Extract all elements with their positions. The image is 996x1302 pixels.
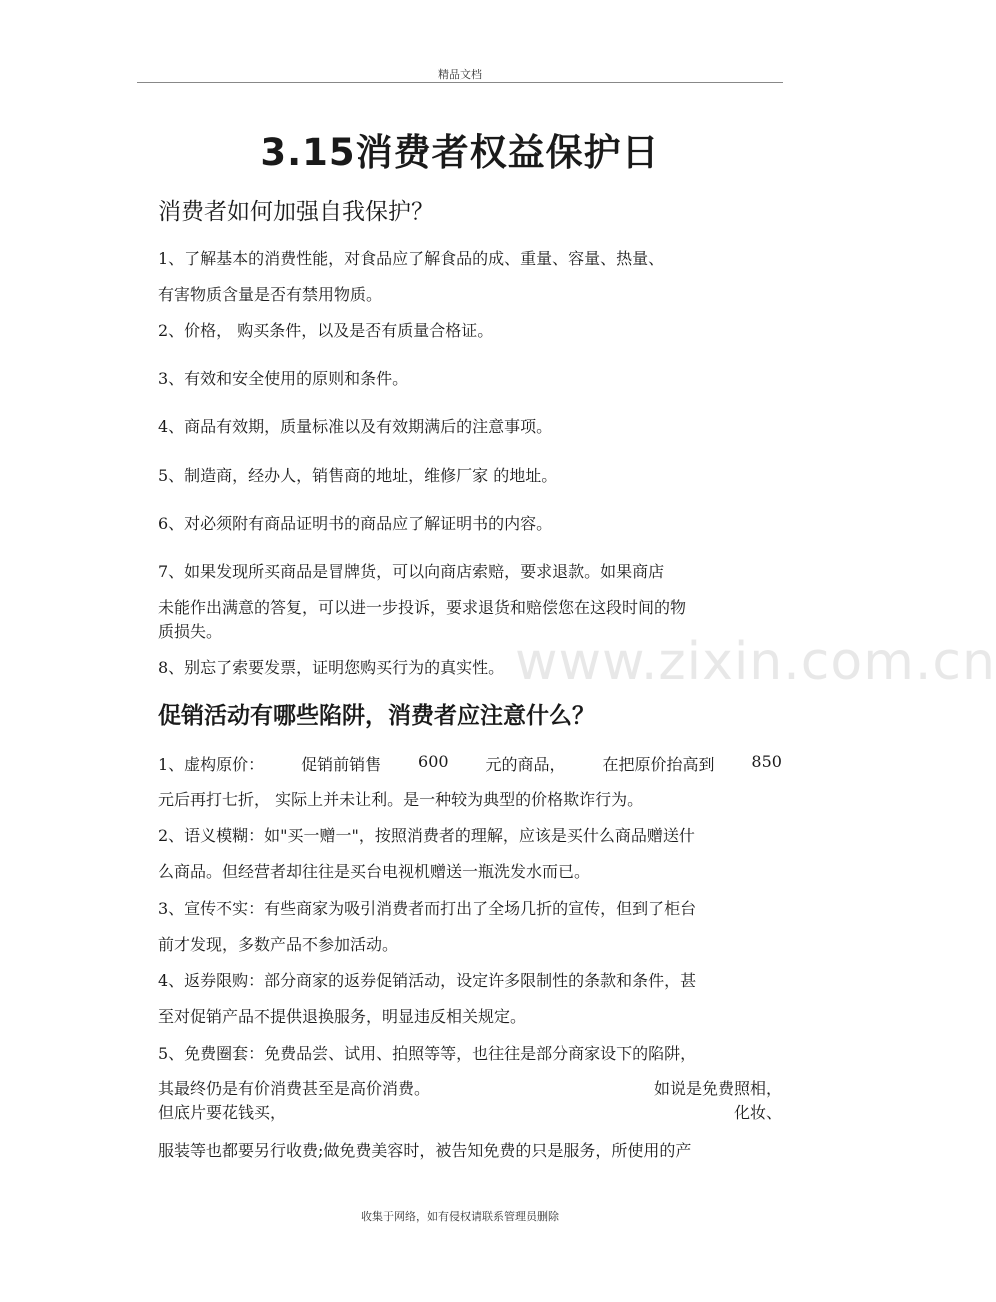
s1-item7-line1: 7、如果发现所买商品是冒牌货，可以向商店索赔，要求退款。如果商店 <box>158 562 665 581</box>
s2-item5-line4: 服装等也都要另行收费;做免费美容时，被告知免费的只是服务，所使用的产 <box>158 1141 692 1160</box>
s1-item7-line3: 质损失。 <box>158 622 223 641</box>
s1-item1-line1: 1、了解基本的消费性能，对食品应了解食品的成、重量、容量、热量、 <box>158 249 665 268</box>
s2-item1-line2: 元后再打七折， 实际上并未让利。是一种较为典型的价格欺诈行为。 <box>158 790 644 809</box>
s2-item5-line2-left: 其最终仍是有价消费甚至是高价消费。 <box>158 1079 431 1098</box>
s1-item8: 8、别忘了索要发票，证明您购买行为的真实性。 <box>158 658 505 677</box>
section1-heading: 消费者如何加强自我保护？ <box>158 199 434 225</box>
s1-item3: 3、有效和安全使用的原则和条件。 <box>158 369 409 388</box>
s1-item4: 4、商品有效期，质量标准以及有效期满后的注意事项。 <box>158 417 553 436</box>
s2-item5-line3 <box>158 1100 782 1123</box>
s1-item7-line2: 未能作出满意的答复，可以进一步投诉，要求退货和赔偿您在这段时间的物 <box>158 598 687 617</box>
document-title: 3.15消费者权益保护日 <box>260 131 660 174</box>
s1-item5: 5、制造商，经办人，销售商的地址，维修厂家 的地址。 <box>158 466 558 485</box>
s2-item1-part: 600 <box>418 752 449 771</box>
section2-heading: 促销活动有哪些陷阱，消费者应注意什么？ <box>158 703 595 729</box>
s2-item3-line1: 3、宣传不实：有些商家为吸引消费者而打出了全场几折的宣传，但到了柜台 <box>158 899 697 918</box>
s2-item5-line2 <box>158 1076 782 1099</box>
s1-item6: 6、对必须附有商品证明书的商品应了解证明书的内容。 <box>158 514 553 533</box>
s2-item2-line2: 么商品。但经营者却往往是买台电视机赠送一瓶洗发水而已。 <box>158 862 591 881</box>
s2-item5-line3-left: 但底片要花钱买， <box>158 1103 287 1122</box>
s2-item1-part: 在把原价抬高到 <box>602 755 715 774</box>
s2-item1-part: 850 <box>751 752 782 771</box>
s2-item3-line2: 前才发现，多数产品不参加活动。 <box>158 935 399 954</box>
s2-item5-line2-right: 如说是免费照相， <box>653 1079 782 1098</box>
s1-item1-line2: 有害物质含量是否有禁用物质。 <box>158 285 383 304</box>
s2-item4-line1: 4、返券限购：部分商家的返券促销活动，设定许多限制性的条款和条件，甚 <box>158 971 697 990</box>
s2-item1-line1 <box>158 752 782 775</box>
s2-item5-line1: 5、免费圈套：免费品尝、试用、拍照等等，也往往是部分商家设下的陷阱， <box>158 1044 697 1063</box>
s2-item2-line1: 2、语义模糊：如"买一赠一"，按照消费者的理解，应该是买什么商品赠送什 <box>158 826 695 845</box>
s2-item1-part: 促销前销售 <box>301 755 382 774</box>
header-divider <box>137 82 783 83</box>
s2-item4-line2: 至对促销产品不提供退换服务，明显违反相关规定。 <box>158 1007 527 1026</box>
s2-item1-part: 元的商品， <box>485 755 566 774</box>
s2-item1-part: 1、虚构原价： <box>158 755 265 774</box>
s2-item5-line3-right: 化妆、 <box>733 1103 782 1122</box>
watermark: www.zixin.com.cn <box>515 632 996 692</box>
page-header: 精品文档 <box>438 68 482 81</box>
page-footer: 收集于网络，如有侵权请联系管理员删除 <box>361 1210 559 1223</box>
s1-item2: 2、价格， 购买条件，以及是否有质量合格证。 <box>158 321 494 340</box>
